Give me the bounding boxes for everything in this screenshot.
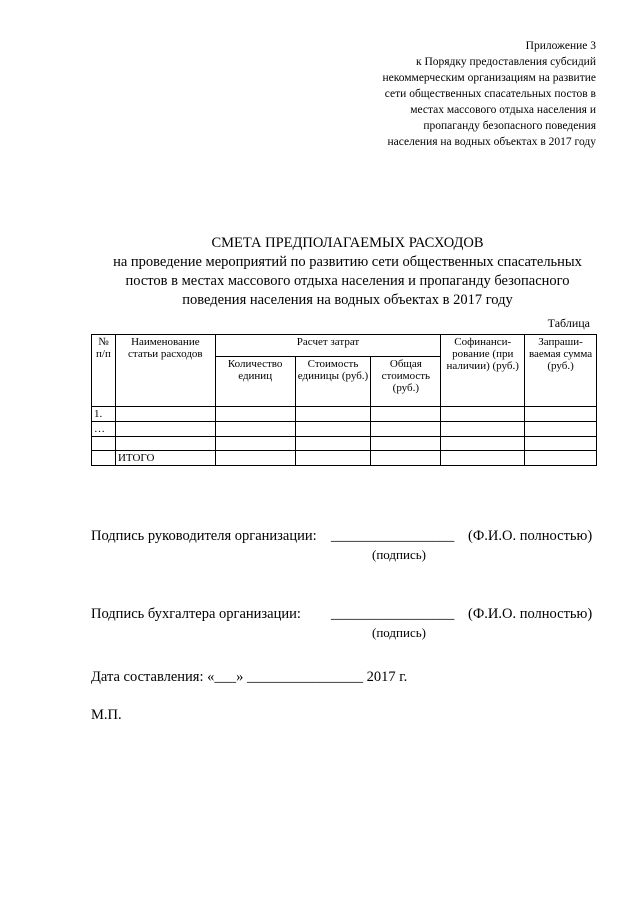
appendix-line: населения на водных объектах в 2017 году	[387, 136, 596, 148]
appendix-line: Приложение 3	[525, 40, 596, 52]
cell-num: …	[92, 422, 116, 437]
head-fio-label: (Ф.И.О. полностью)	[468, 528, 593, 544]
header-unit-cost: Стоимость единицы (руб.)	[295, 357, 371, 407]
accountant-signature-label: Подпись бухгалтера организации:	[91, 606, 301, 622]
head-signature-label: Подпись руководителя организации:	[91, 528, 317, 544]
cell-name	[115, 407, 215, 422]
table-label: Таблица	[547, 316, 590, 330]
cell-num	[92, 437, 116, 451]
appendix-line: сети общественных спасательных постов в	[384, 88, 596, 100]
header-qty: Количество единиц	[215, 357, 295, 407]
table-row-total	[92, 451, 597, 466]
title-line: поведения населения на водных объектах в 2017 году	[182, 292, 513, 308]
cell-num	[92, 451, 116, 466]
accountant-fio-label: (Ф.И.О. полностью)	[468, 606, 593, 622]
head-signature-line: _________________	[331, 528, 455, 544]
appendix-line: местах массового отдыха населения и	[410, 104, 596, 116]
cell-name	[115, 437, 215, 451]
header-calc: Расчет затрат	[215, 335, 441, 357]
cell-num: 1.	[92, 407, 116, 422]
table-row	[92, 407, 597, 422]
accountant-signature-caption: (подпись)	[372, 625, 426, 640]
stamp-label: М.П.	[91, 707, 122, 723]
table-row	[92, 437, 597, 451]
table-row	[92, 422, 597, 437]
cell-name	[115, 422, 215, 437]
title-heading: СМЕТА ПРЕДПОЛАГАЕМЫХ РАСХОДОВ	[211, 235, 484, 251]
accountant-signature-line: _________________	[331, 606, 455, 622]
appendix-line: к Порядку предоставления субсидий	[416, 56, 596, 68]
appendix-block	[326, 38, 596, 150]
header-requested: Запраши-ваемая сумма (руб.)	[525, 335, 597, 407]
head-signature-caption: (подпись)	[372, 547, 426, 562]
header-total-cost: Общая стоимость (руб.)	[371, 357, 441, 407]
header-name: Наименование статьи расходов	[115, 335, 215, 407]
title-line: постов в местах массового отдыха населения и пропаганду безопасного	[125, 273, 570, 289]
header-num: № п/п	[92, 335, 116, 407]
title-line: на проведение мероприятий по развитию сети общественных спасательных	[113, 254, 582, 270]
document-title	[60, 234, 635, 310]
estimate-table	[91, 334, 597, 466]
header-cofin: Софинанси-рование (при наличии) (руб.)	[441, 335, 525, 407]
appendix-line: пропаганду безопасного поведения	[423, 120, 596, 132]
date-line: Дата составления: «___» ________________ 2017 г.	[91, 669, 408, 685]
appendix-line: некоммерческим организациям на развитие	[382, 72, 596, 84]
cell-total-label: ИТОГО	[115, 451, 215, 466]
